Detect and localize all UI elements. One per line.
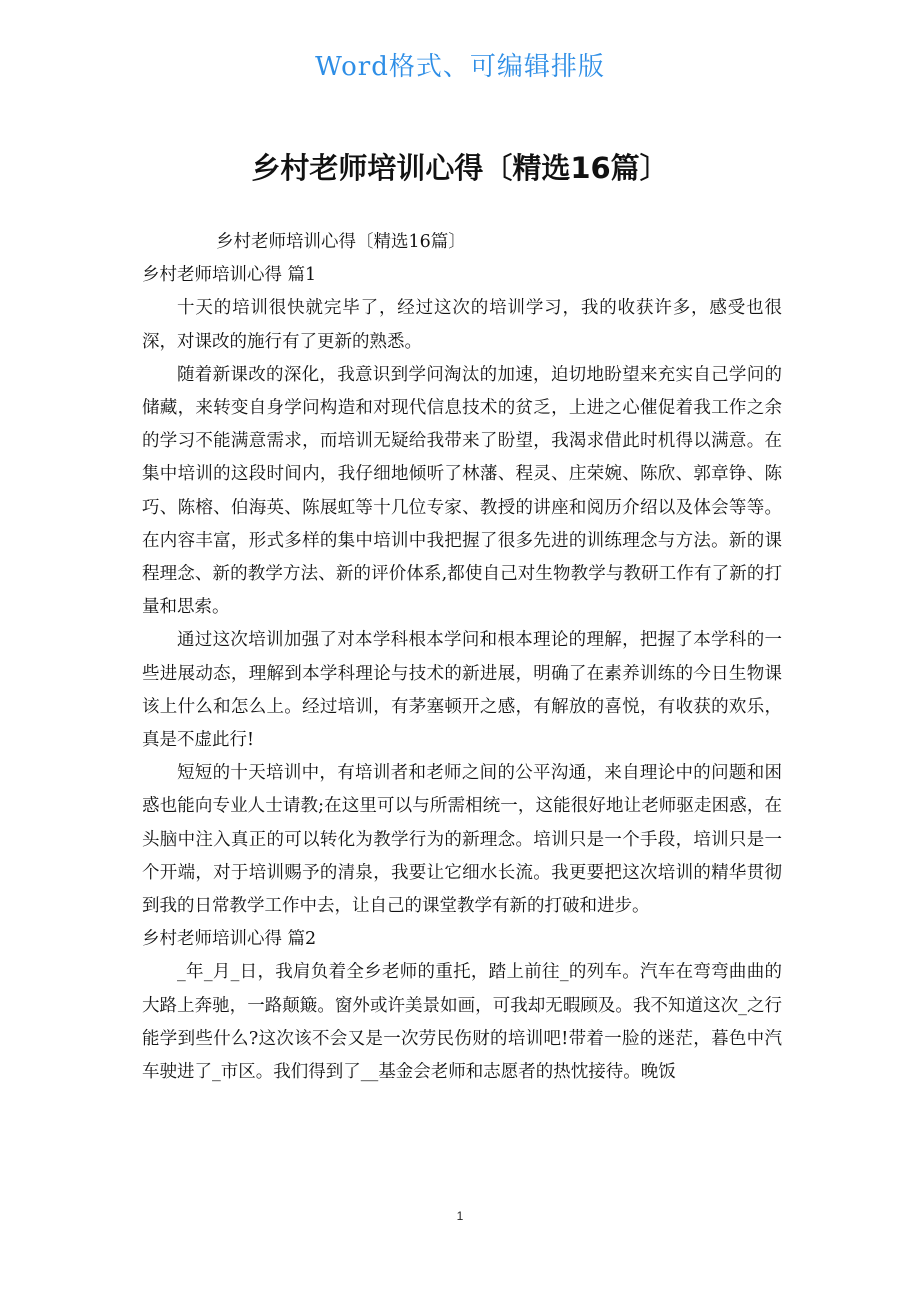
section-heading: 乡村老师培训心得 篇1: [142, 265, 317, 286]
document-subtitle: 乡村老师培训心得〔精选16篇〕: [216, 232, 466, 252]
document-body: [142, 226, 782, 1089]
paragraph: _年_月_日，我肩负着全乡老师的重托，踏上前往_的列车。汽车在弯弯曲曲的大路上奔驰，一路颠簸。窗外或许美景如画，可我却无暇顾及。我不知道这次_之行能学到些什么?这次该不会又是一次劳民伤财的培训吧!带着一脸的迷茫，暮色中汽车驶进了_市区。我们得到了__基金会老师和志愿者的热忱接待。晚饭: [142, 962, 782, 1083]
section-heading: 乡村老师培训心得 篇2: [142, 929, 317, 950]
paragraph: 短短的十天培训中，有培训者和老师之间的公平沟通，来自理论中的问题和困惑也能向专业人士请教;在这里可以与所需相统一，这能很好地让老师驱走困惑，在头脑中注入真正的可以转化为教学行为的新理念。培训只是一个手段，培训只是一个开端，对于培训赐予的清泉，我要让它细水长流。我更要把这次培训的精华贯彻到我的日常教学工作中去，让自己的课堂教学有新的打破和进步。: [142, 763, 782, 917]
paragraph: 随着新课改的深化，我意识到学问淘汰的加速，迫切地盼望来充实自己学问的储藏，来转变自身学问构造和对现代信息技术的贫乏，上进之心催促着我工作之余的学习不能满意需求，而培训无疑给我带来了盼望，我渴求借此时机得以满意。在集中培训的这段时间内，我仔细地倾听了林藩、程灵、庄荣婉、陈欣、郭章铮、陈巧、陈榕、伯海英、陈展虹等十几位专家、教授的讲座和阅历介绍以及体会等等。在内容丰富，形式多样的集中培训中我把握了很多先进的训练理念与方法。新的课程理念、新的教学方法、新的评价体系,都使自己对生物教学与教研工作有了新的打量和思索。: [142, 364, 782, 618]
paragraph: 十天的培训很快就完毕了，经过这次的培训学习，我的收获许多，感受也很深，对课改的施行有了更新的熟悉。: [142, 298, 782, 352]
document-title: 乡村老师培训心得〔精选16篇〕: [251, 151, 669, 185]
page-number: 1: [456, 1209, 464, 1223]
paragraph: 通过这次培训加强了对本学科根本学问和根本理论的理解，把握了本学科的一些进展动态，理解到本学科理论与技术的新进展，明确了在素养训练的今日生物课该上什么和怎么上。经过培训，有茅塞顿开之感，有解放的喜悦，有收获的欢乐，真是不虚此行!: [142, 630, 782, 751]
word-format-banner: Word格式、可编辑排版: [315, 52, 605, 82]
